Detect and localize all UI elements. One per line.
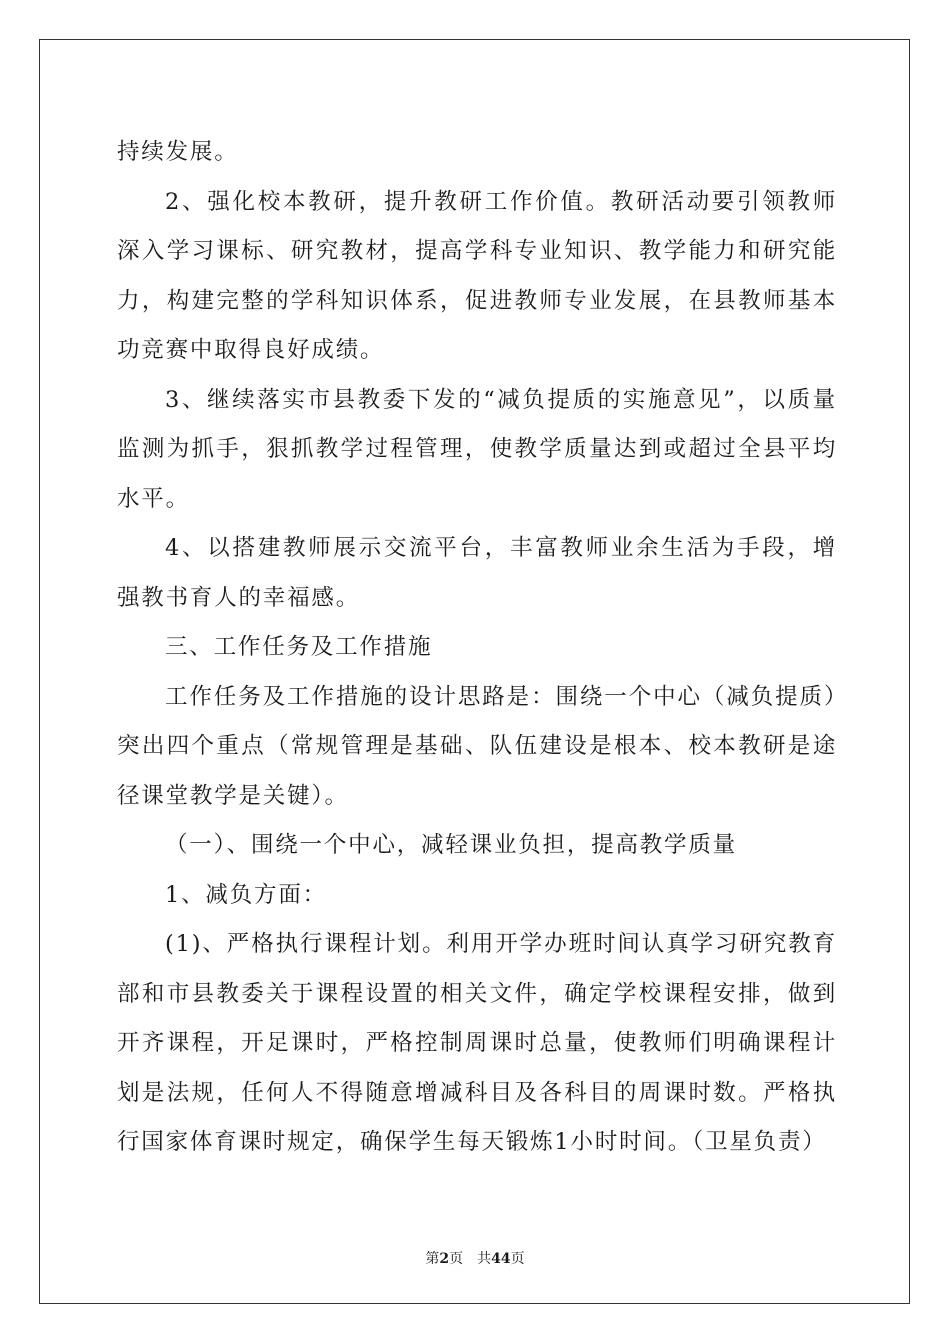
paragraph-5: 工作任务及工作措施的设计思路是：围绕一个中心（减负提质）突出四个重点（常规管理是基础、队伍建设是根本、校本教研是途径课堂教学是关键）。 bbox=[117, 683, 837, 809]
paragraph-2: 2、强化校本教研，提升教研工作价值。教研活动要引领教师深入学习课标、研究教材，提高学科专业知识、教学能力和研究能力，构建完整的学科知识体系，促进教师专业发展，在县教师基本功竞赛中取得良好成绩。 bbox=[117, 188, 837, 363]
footer-page-suffix: 页 bbox=[449, 1251, 464, 1267]
footer-total-prefix: 共 bbox=[477, 1251, 492, 1267]
item-heading: 1、减负方面： bbox=[165, 881, 327, 908]
document-body bbox=[117, 128, 837, 1168]
footer-prefix: 第 bbox=[425, 1251, 440, 1267]
footer-page-number: 2 bbox=[439, 1251, 450, 1267]
paragraph-1: 持续发展。 bbox=[117, 139, 239, 165]
paragraph-3: 3、继续落实市县教委下发的“减负提质的实施意见”，以质量监测为抓手，狠抓教学过程管理，使教学质量达到或超过全县平均水平。 bbox=[117, 386, 837, 512]
footer-total-suffix: 页 bbox=[510, 1251, 525, 1267]
subsection-heading: （一）、围绕一个中心，减轻课业负担，提高教学质量 bbox=[165, 832, 737, 858]
section-heading: 三、工作任务及工作措施 bbox=[165, 634, 433, 660]
footer-total-pages: 44 bbox=[491, 1251, 511, 1267]
paragraph-6: (1)、严格执行课程计划。利用开学办班时间认真学习研究教育部和市县教委关于课程设置的相关文件，确定学校课程安排，做到开齐课程，开足课时，严格控制周课时总量，使教师们明确课程计划是法规，任何人不得随意增减科目及各科目的周课时数。严格执行国家体育课时规定，确保学生每天锻炼1小时时间。（卫星负责） bbox=[117, 931, 837, 1155]
page-footer bbox=[0, 1248, 950, 1268]
paragraph-4: 4、以搭建教师展示交流平台，丰富教师业余生活为手段，增强教书育人的幸福感。 bbox=[117, 535, 837, 611]
